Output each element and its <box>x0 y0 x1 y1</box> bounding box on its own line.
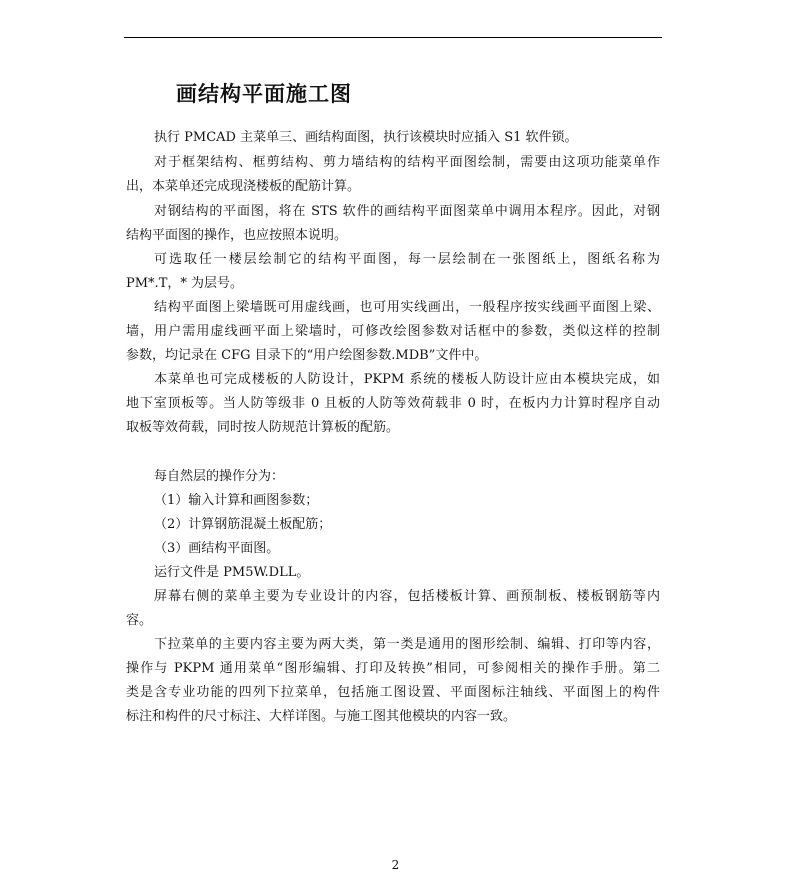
list-heading: 每自然层的操作分为： <box>154 469 285 484</box>
list-item: （1）输入计算和画图参数； <box>154 493 319 508</box>
paragraph-line: 可选取任一楼层绘制它的结构平面图，每一层绘制在一张图纸上，图纸名称为 <box>154 252 660 267</box>
page-title: 画结构平面施工图 <box>176 82 352 106</box>
paragraph-line: 本菜单也可完成楼板的人防设计，PKPM 系统的楼板人防设计应由本模块完成，如 <box>154 372 660 387</box>
paragraph-line: 结构平面图的操作，也应按照本说明。 <box>126 228 348 243</box>
list-item: （2）计算钢筋混凝土板配筋； <box>154 517 332 532</box>
page-number: 2 <box>391 858 400 872</box>
paragraph-line: 出，本菜单还完成现浇楼板的配筋计算。 <box>126 179 361 194</box>
paragraph-line: PM*.T，* 为层号。 <box>126 276 243 291</box>
paragraph-line: 对钢结构的平面图，将在 STS 软件的画结构平面图菜单中调用本程序。因此，对钢 <box>154 204 660 219</box>
paragraph-line: 标注和构件的尺寸标注、大样详图。与施工图其他模块的内容一致。 <box>126 709 517 724</box>
paragraph-line: 下拉菜单的主要内容主要为两大类，第一类是通用的图形绘制、编辑、打印等内容， <box>154 637 660 652</box>
paragraph-line: 取板等效荷载，同时按人防规范计算板的配筋。 <box>126 420 400 435</box>
paragraph-line: 类是含专业功能的四列下拉菜单，包括施工图设置、平面图标注轴线、平面图上的构件 <box>126 685 660 700</box>
paragraph-line: 操作与 PKPM 通用菜单“图形编辑、打印及转换”相同，可参阅相关的操作手册。第二 <box>126 661 660 676</box>
paragraph-line: 结构平面图上梁墙既可用虚线画，也可用实线画出，一般程序按实线画平面图上梁、 <box>154 300 660 315</box>
paragraph-line: 运行文件是 PM5W.DLL。 <box>154 565 310 580</box>
paragraph-line: 容。 <box>126 613 153 628</box>
paragraph-line: 屏幕右侧的菜单主要为专业设计的内容，包括楼板计算、画预制板、楼板钢筋等内 <box>154 589 660 604</box>
paragraph-line: 墙，用户需用虚线画平面上梁墙时，可修改绘图参数对话框中的参数，类似这样的控制 <box>126 324 660 339</box>
header-rule <box>124 37 662 38</box>
paragraph-line: 地下室顶板等。当人防等级非 0 且板的人防等效荷载非 0 时，在板内力计算时程序自动 <box>126 396 660 411</box>
paragraph-line: 执行 PMCAD 主菜单三、画结构面图，执行该模块时应插入 S1 软件锁。 <box>154 130 578 145</box>
paragraph-line: 参数，均记录在 CFG 目录下的“用户绘图参数.MDB”文件中。 <box>126 348 488 363</box>
list-item: （3）画结构平面图。 <box>154 541 280 556</box>
paragraph-line: 对于框架结构、框剪结构、剪力墙结构的结构平面图绘制，需要由这项功能菜单作 <box>154 155 660 170</box>
